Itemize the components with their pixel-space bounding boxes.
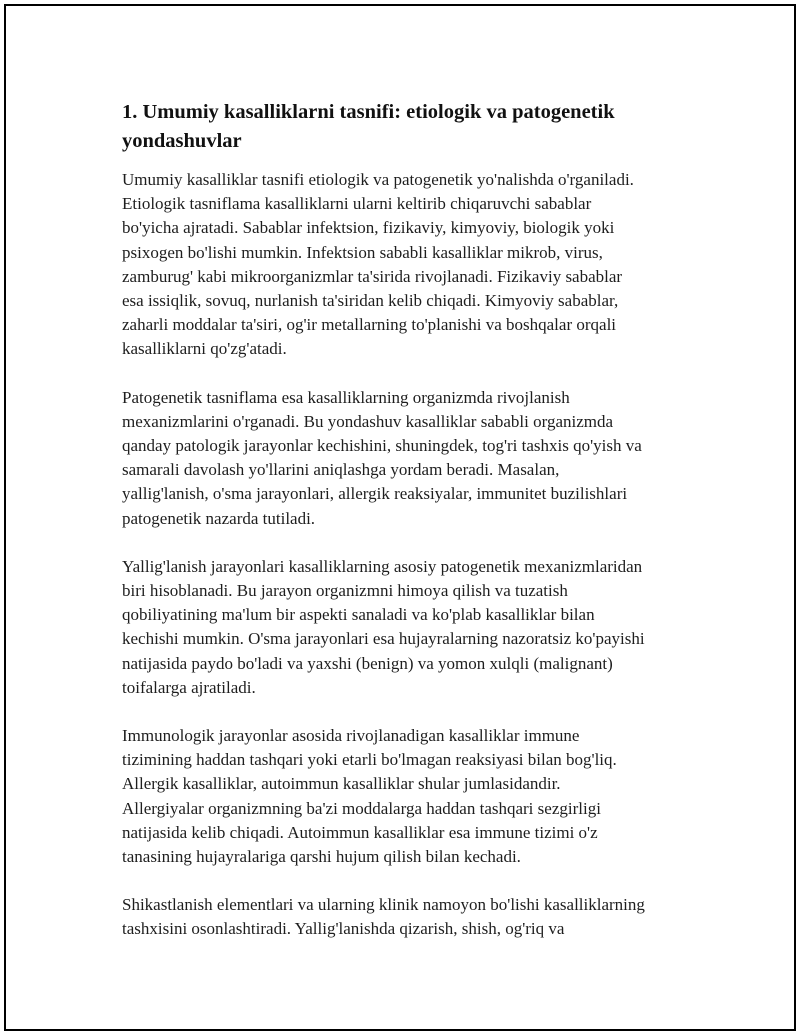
text-line: samarali davolash yo'llarini aniqlashga yordam beradi. Masalan, (122, 460, 560, 480)
text-line: kechishi mumkin. O'sma jarayonlari esa hujayralarning nazoratsiz ko'payishi (122, 629, 645, 649)
text-line: natijasida kelib chiqadi. Autoimmun kasalliklar esa immune tizimi o'z (122, 822, 598, 842)
text-line: qanday patologik jarayonlar kechishini, shuningdek, tog'ri tashxis qo'yish va (122, 436, 642, 456)
text-line: tanasining hujayralariga qarshi hujum qilish bilan kechadi. (122, 847, 521, 867)
text-line: bo'yicha ajratadi. Sabablar infektsion, fizikaviy, kimyoviy, biologik yoki (122, 218, 615, 238)
paragraph-inflammation-tumor (122, 555, 702, 700)
text-line: zamburug' kabi mikroorganizmlar ta'sirida rivojlanadi. Fizikaviy sabablar (122, 266, 623, 286)
paragraph-immunological (122, 724, 702, 869)
text-line: Etiologik tasniflama kasalliklarni ularni keltirib chiqaruvchi sabablar (122, 194, 592, 214)
title-line: yondashuvlar (122, 130, 242, 152)
text-line: mexanizmlarini o'rganadi. Bu yondashuv kasalliklar sababli organizmda (122, 411, 614, 431)
text-line: tizimining haddan tashqari yoki etarli bo'lmagan reaksiyasi bilan bog'liq. (122, 750, 617, 770)
text-line: Immunologik jarayonlar asosida rivojlanadigan kasalliklar immune (122, 726, 580, 746)
paragraph-etiological-classification (122, 168, 702, 362)
text-line: Patogenetik tasniflama esa kasalliklarning organizmda rivojlanish (122, 387, 570, 407)
text-line: Allergik kasalliklar, autoimmun kasalliklar shular jumlasidandir. (122, 774, 561, 794)
text-line: toifalarga ajratiladi. (122, 677, 256, 697)
text-line: patogenetik nazarda tutiladi. (122, 508, 316, 528)
text-line: yallig'lanish, o'sma jarayonlari, allergik reaksiyalar, immunitet buzilishlari (122, 484, 628, 504)
paragraph-pathogenetic-classification (122, 386, 702, 531)
section-title (122, 98, 702, 156)
document-body (122, 98, 702, 966)
text-line: natijasida paydo bo'ladi va yaxshi (benign) va yomon xulqli (malignant) (122, 653, 613, 673)
text-line: Yallig'lanish jarayonlari kasalliklarning asosiy patogenetik mexanizmlaridan (122, 556, 643, 576)
text-line: Allergiyalar organizmning ba'zi moddalarga haddan tashqari sezgirligi (122, 798, 601, 818)
page-frame (4, 4, 796, 1031)
text-line: esa issiqlik, sovuq, nurlanish ta'siridan kelib chiqadi. Kimyoviy sabablar, (122, 291, 619, 311)
paragraph-lesion-elements (122, 893, 702, 941)
text-line: Shikastlanish elementlari va ularning klinik namoyon bo'lishi kasalliklarning (122, 895, 645, 915)
title-line: 1. Umumiy kasalliklarni tasnifi: etiologik va patogenetik (122, 101, 615, 123)
text-line: psixogen bo'lishi mumkin. Infektsion sababli kasalliklar mikrob, virus, (122, 242, 603, 262)
text-line: Umumiy kasalliklar tasnifi etiologik va patogenetik yo'nalishda o'rganiladi. (122, 170, 634, 189)
text-line: kasalliklarni qo'zg'atadi. (122, 339, 287, 359)
text-line: zaharli moddalar ta'siri, og'ir metallarning to'planishi va boshqalar orqali (122, 315, 617, 335)
text-line: biri hisoblanadi. Bu jarayon organizmni himoya qilish va tuzatish (122, 581, 568, 601)
text-line: tashxisini osonlashtiradi. Yallig'lanishda qizarish, shish, og'riq va (122, 919, 565, 939)
text-line: qobiliyatining ma'lum bir aspekti sanaladi va ko'plab kasalliklar bilan (122, 605, 595, 625)
